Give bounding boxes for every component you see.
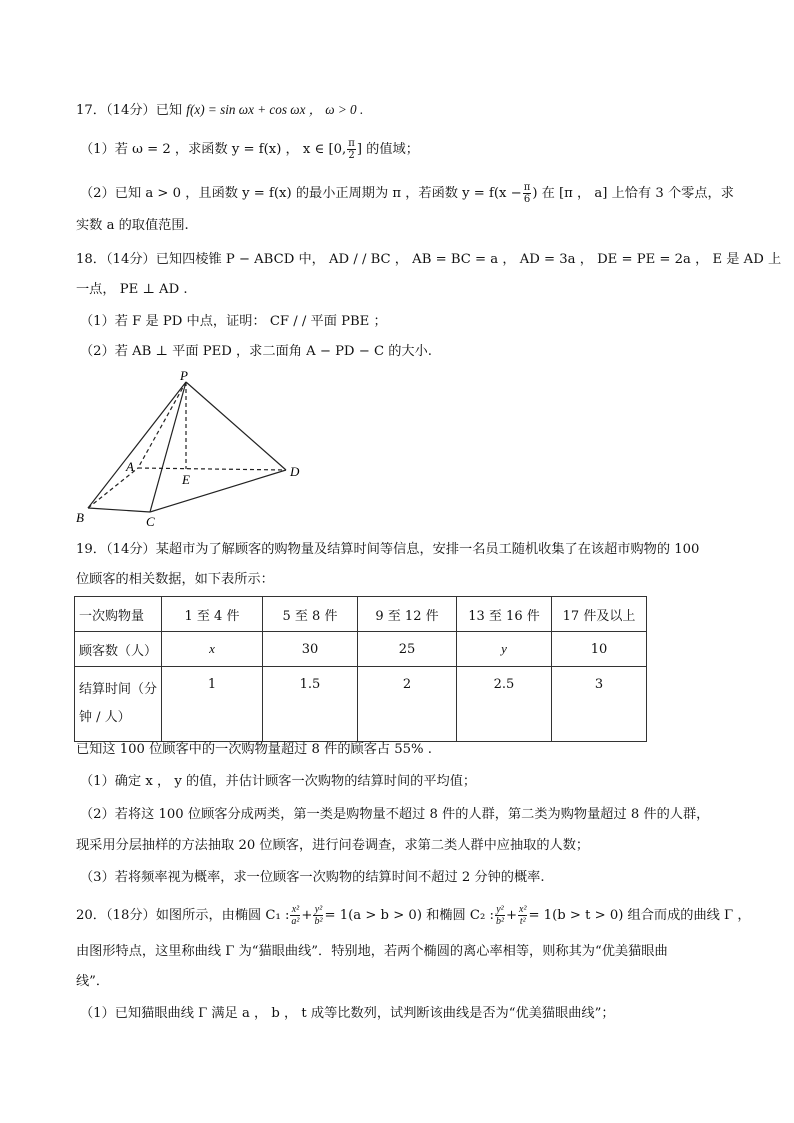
- table-cell: 顾客数（人）: [75, 632, 162, 667]
- plus-sign: +: [505, 908, 517, 923]
- pyramid-figure: [76, 370, 316, 530]
- q20-intro: 20．（18分）如图所示，由椭圆 C₁ :: [76, 908, 290, 923]
- fraction-y2-b2-second: $\frac{\text{y²}}{\text{b²}}$: [495, 904, 504, 927]
- q19-part2-line2: 现采用分层抽样的方法抽取 20 位顾客，进行问卷调查，求第二类人群中应抽取的人数；: [76, 838, 590, 853]
- table-row: [75, 667, 647, 742]
- fraction-x2-t2: $\frac{\text{x²}}{\text{t²}}$: [519, 904, 527, 927]
- q19-stem-line2: 位顾客的相关数据，如下表所示：: [76, 572, 274, 587]
- table-row: [75, 632, 647, 667]
- table-cell: 13 至 16 件: [457, 597, 552, 632]
- edge-BC: [88, 508, 150, 512]
- table-cell: 1: [162, 667, 263, 742]
- table-cell: 17 件及以上: [552, 597, 647, 632]
- q19-part3: （3）若将频率视为概率，求一位顾客一次购物的结算时间不超过 2 分钟的概率.: [80, 870, 545, 885]
- table-cell: 2: [358, 667, 457, 742]
- q20-mid: = 1(a > b > 0) 和椭圆 C₂ :: [324, 908, 494, 923]
- fraction-y2-b2: $\frac{\text{y²}}{\text{b²}}$: [314, 904, 323, 927]
- q20-tail: = 1(b > t > 0) 组合而成的曲线 Γ ，: [528, 908, 751, 923]
- row-header-part1: 结算时间（分: [79, 682, 158, 697]
- label-B: B: [76, 510, 84, 525]
- q18-stem-line2: 一点， PE ⊥ AD .: [76, 282, 188, 297]
- table-cell: 2.5: [457, 667, 552, 742]
- fraction-x2-a2: $\frac{\text{x²}}{\text{a²}}$: [291, 904, 300, 927]
- table-cell: 25: [358, 632, 457, 667]
- table-cell: 一次购物量: [75, 597, 162, 632]
- table-cell: 10: [552, 632, 647, 667]
- label-C: C: [146, 514, 155, 529]
- q20-stem-line1: [76, 904, 751, 927]
- table-cell: 9 至 12 件: [358, 597, 457, 632]
- pi-over-6-fraction: $\frac{\pi}{6}$: [523, 182, 531, 205]
- q17-part2-cont: 实数 a 的取值范围.: [76, 218, 189, 233]
- edge-CD: [150, 470, 286, 512]
- label-A: A: [126, 459, 134, 474]
- q17-stem: [76, 100, 726, 121]
- q19-stem-line1: 19．（14分）某超市为了解顾客的购物量及结算时间等信息，安排一名员工随机收集了在该超市购物的 100: [76, 542, 700, 557]
- shopping-data-table: [74, 596, 647, 742]
- q17-title: 17．（14分）已知: [76, 103, 183, 118]
- table-row: [75, 597, 647, 632]
- q17-part2-text: （2）已知 a > 0 ，且函数 y = f(x) 的最小正周期为 π ，若函数 y = f(x −: [80, 186, 522, 201]
- edge-PA: [138, 382, 186, 468]
- table-cell: 5 至 8 件: [263, 597, 358, 632]
- edge-AD: [138, 468, 286, 470]
- row-header-part2: 钟 / 人）: [79, 710, 131, 725]
- table-cell: 1 至 4 件: [162, 597, 263, 632]
- q18-stem-line1: 18．（14分）已知四棱锥 P − ABCD 中， AD / / BC ， AB = BC = a ， AD = 3a ， DE = PE = 2a ， E 是 AD 上: [76, 252, 782, 267]
- q17-part2: [80, 182, 734, 205]
- q17-part2-mid: ) 在 [π ， a] 上恰有 3 个零点，求: [532, 186, 734, 201]
- label-D: D: [290, 464, 300, 479]
- table-cell: x: [162, 632, 263, 667]
- table-cell: 1.5: [263, 667, 358, 742]
- q20-part1: （1）已知猫眼曲线 Γ 满足 a ， b ， t 成等比数列，试判断该曲线是否为“优美猫眼曲线”；: [80, 1006, 615, 1021]
- table-cell: [75, 667, 162, 742]
- q18-part2: （2）若 AB ⊥ 平面 PED ，求二面角 A − PD − C 的大小.: [80, 344, 432, 359]
- q19-condition: 已知这 100 位顾客中的一次购物量超过 8 件的顾客占 55% .: [76, 742, 432, 757]
- q17-function: f(x) = sin ωx + cos ωx ， ω > 0 .: [186, 102, 364, 117]
- label-E: E: [182, 472, 190, 487]
- table-cell: 3: [552, 667, 647, 742]
- q17-part1-tail: ] 的值域；: [356, 142, 419, 157]
- plus-sign: +: [301, 908, 313, 923]
- label-P: P: [180, 370, 188, 383]
- q18-part1: （1）若 F 是 PD 中点，证明： CF / / 平面 PBE ；: [80, 314, 387, 329]
- table-cell: 30: [263, 632, 358, 667]
- edge-PB: [88, 382, 186, 508]
- q19-part2-line1: （2）若将这 100 位顾客分成两类，第一类是购物量不超过 8 件的人群，第二类为购物量超过 8 件的人群，: [80, 807, 710, 822]
- q17-part1: [80, 138, 730, 161]
- edge-PC: [150, 382, 186, 512]
- table-cell: y: [457, 632, 552, 667]
- q19-part1: （1）确定 x ， y 的值，并估计顾客一次购物的结算时间的平均值；: [80, 774, 477, 789]
- q20-stem-line3: 线”．: [76, 974, 110, 989]
- edge-AB: [88, 468, 138, 508]
- edge-PD: [186, 382, 286, 470]
- q20-stem-line2: 由图形特点，这里称曲线 Γ 为“猫眼曲线”．特别地，若两个椭圆的离心率相等，则称其为“优美猫眼曲: [76, 944, 668, 959]
- pi-over-2-fraction: $\frac{\pi}{2}$: [348, 138, 355, 161]
- q17-part1-text: （1）若 ω = 2 ，求函数 y = f(x) ， x ∈ [0,: [80, 142, 347, 157]
